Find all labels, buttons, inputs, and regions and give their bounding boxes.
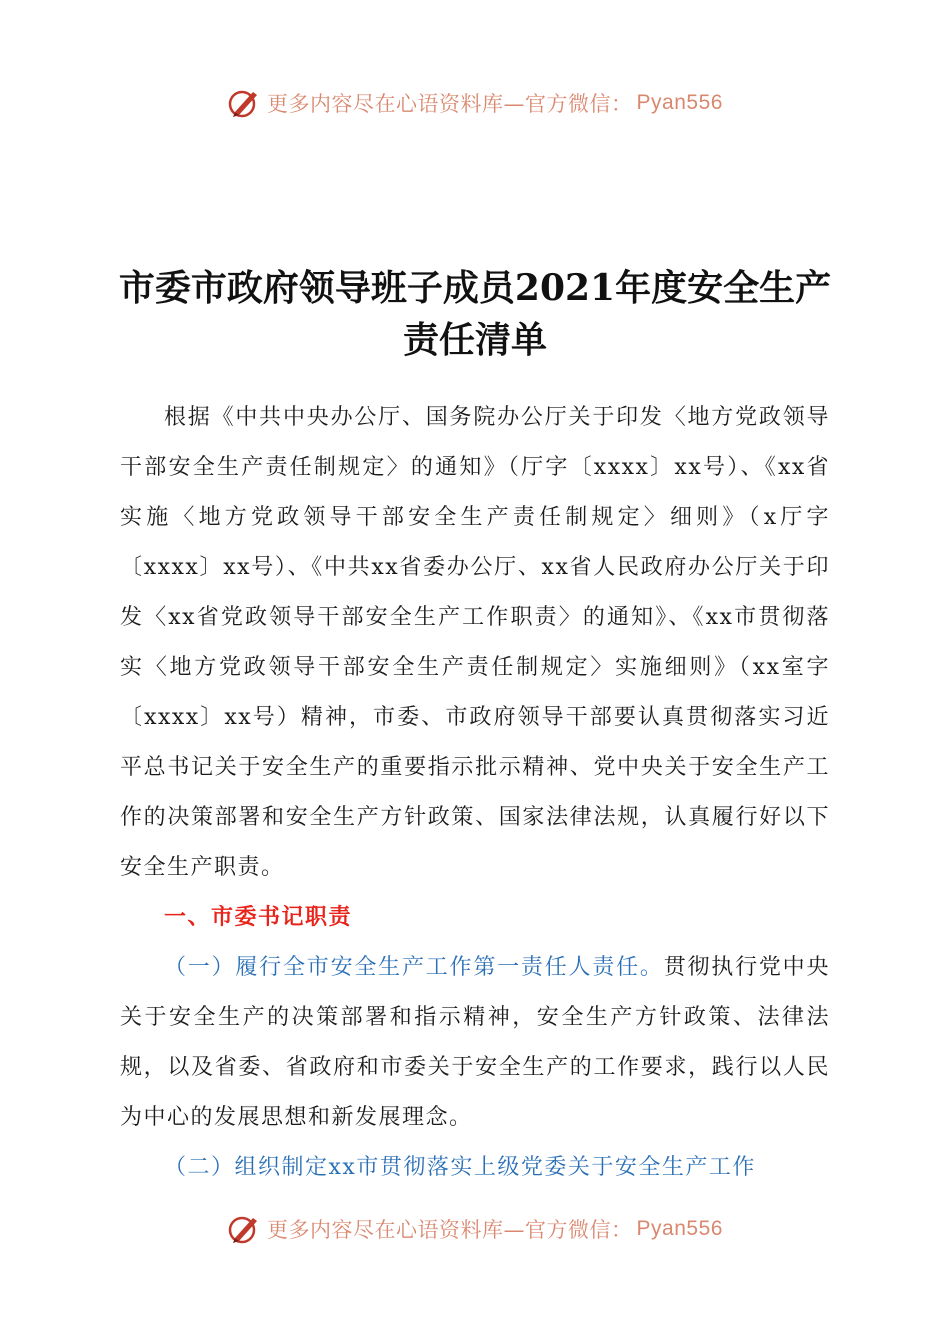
pen-logo-icon bbox=[227, 1212, 261, 1246]
item-1-text: 贯彻执行党中央关于安全生产的决策部署和指示精神，安全生产方针政策、法律法规，以及省委、省政府和市委关于安全生产的工作要求，践行以人民为中心的发展思想和新发展理念。 bbox=[120, 955, 830, 1130]
title-line-1: 市委市政府领导班子成员2021年度安全生产 bbox=[118, 267, 832, 309]
item-2-paragraph bbox=[120, 1143, 830, 1193]
watermark-top bbox=[0, 86, 950, 120]
section-heading-1: 一、市委书记职责 bbox=[164, 905, 353, 930]
item-1-heading: （一）履行全市安全生产工作第一责任人责任。 bbox=[164, 955, 664, 980]
document-body bbox=[120, 393, 830, 1193]
item-2-heading: （二）组织制定xx市贯彻落实上级党委关于安全生产工作 bbox=[164, 1155, 756, 1180]
intro-paragraph: 根据《中共中央办公厅、国务院办公厅关于印发〈地方党政领导干部安全生产责任制规定〉的通知》（厅字〔xxxx〕xx号）、《xx省实施〈地方党政领导干部安全生产责任制规定〉细则》（x厅字〔xxxx〕xx号）、《中共xx省委办公厅、xx省人民政府办公厅关于印发〈xx省党政领导干部安全生产工作职责〉的通知》、《xx市贯彻落实〈地方党政领导干部安全生产责任制规定〉实施细则》（xx室字〔xxxx〕xx号）精神，市委、市政府领导干部要认真贯彻落实习近平总书记关于安全生产的重要指示批示精神、党中央关于安全生产工作的决策部署和安全生产方针政策、国家法律法规，认真履行好以下安全生产职责。 bbox=[120, 405, 830, 880]
watermark-handle: Pyan556 bbox=[636, 1217, 723, 1240]
watermark-text: 更多内容尽在心语资料库—官方微信： bbox=[267, 92, 633, 116]
watermark-text: 更多内容尽在心语资料库—官方微信： bbox=[267, 1218, 633, 1242]
watermark-handle: Pyan556 bbox=[636, 91, 723, 114]
item-1-paragraph bbox=[120, 943, 830, 1143]
watermark-bottom bbox=[0, 1212, 950, 1246]
document-title bbox=[80, 262, 870, 366]
pen-logo-icon bbox=[227, 86, 261, 120]
title-line-2: 责任清单 bbox=[402, 319, 547, 361]
